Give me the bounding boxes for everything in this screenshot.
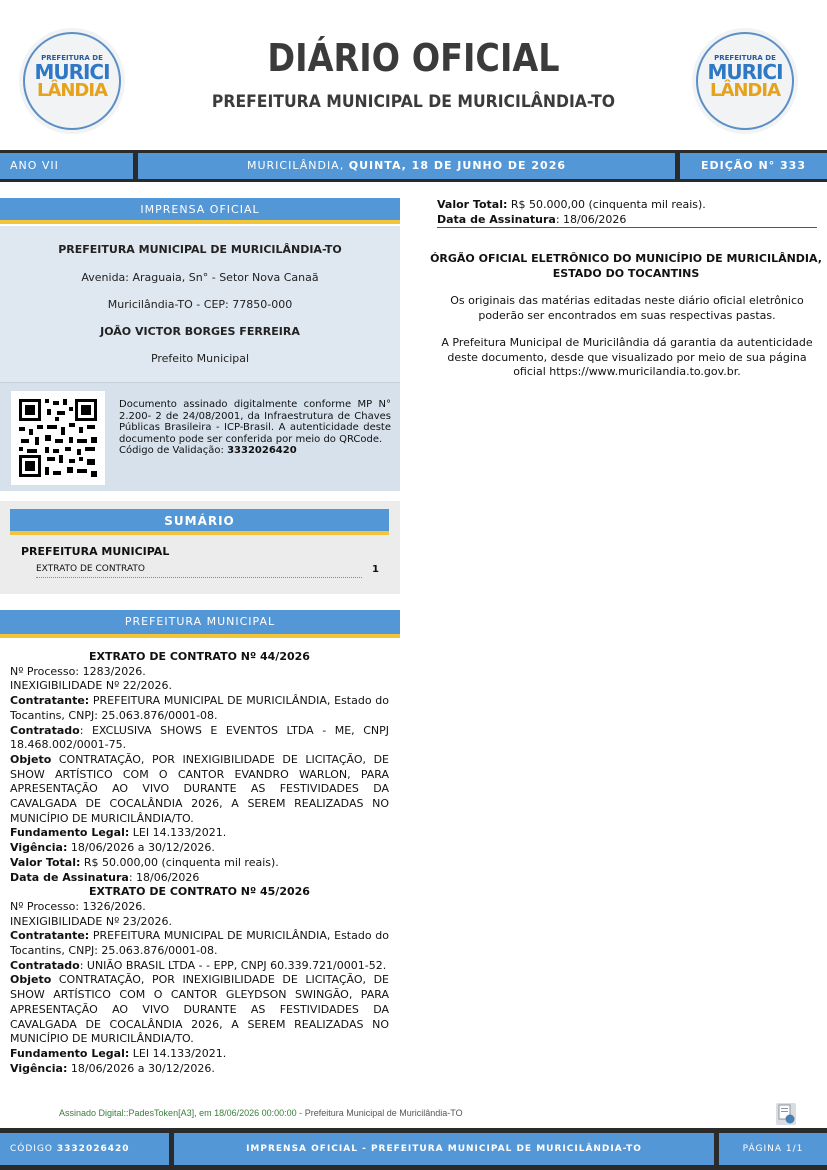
orgao-paragraph-2: A Prefeitura Municipal de Muricilândia dá garantia da autenticidade deste documento, desde que visualizado por meio de sua página oficial https://www.muricilandia.to.gov.br. [441,336,813,378]
prefeitura-header: PREFEITURA MUNICIPAL [0,610,400,638]
validation-label: Código de Validação: [119,445,224,456]
value: LEI 14.133/2021. [132,1046,227,1060]
edition-label: EDIÇÃO N° 333 [680,153,827,179]
contract-45-data [437,213,817,228]
label: Contratante: [10,694,90,708]
value: : 18/06/2026 [128,870,200,884]
date-label: QUINTA, 18 DE JUNHO DE 2026 [348,159,566,172]
value: R$ 50.000,00 (cinquenta mil reais). [510,198,706,211]
value: CONTRATAÇÃO, POR INEXIGIBILIDADE DE LICITAÇÃO, DE SHOW ARTÍSTICO COM O CANTOR EVANDRO WARLON, PARA APRESENTAÇÃO AO VIVO DURANTE AS FESTIVIDADES DA CAVALGADA DE COCALÂNDIA 2026, A SEREM REALIZADAS NO MUNICÍPIO DE MURICILÂNDIA/TO. [10,752,390,825]
summary-item-link[interactable]: EXTRATO DE CONTRATO [36,564,362,578]
contract-45-objeto [10,973,389,1047]
summary-section: PREFEITURA MUNICIPAL [21,545,170,558]
footer-page: PÁGINA 1/1 [719,1133,827,1165]
contract-45-inex: INEXIGIBILIDADE Nº 23/2026. [10,914,172,928]
year-label: ANO VII [0,153,133,179]
logo-murici-text: MURICI [34,60,110,84]
label: Fundamento Legal: [10,826,130,840]
footer-code [0,1133,169,1165]
label: Vigência: [10,1061,68,1075]
contract-44-inex: INEXIGIBILIDADE Nº 22/2026. [10,679,172,693]
signature-text: Assinado Digital::PadesToken[A3], em 18/06/2026 00:00:00 - [59,1108,303,1118]
contract-45-processo: Nº Processo: 1326/2026. [10,899,146,913]
contract-44-fundamento [10,826,389,841]
contract-45-vigencia [10,1062,389,1077]
divider [437,227,817,228]
org-cep: Muricilândia-TO - CEP: 77850-000 [107,298,293,311]
qr-section [0,382,400,491]
value: : 18/06/2026 [555,212,627,226]
qr-text: Documento assinado digitalmente conforme MP N° 2.200- 2 de 24/08/2001, da Infraestrutura de Chaves Públicas Brasileira - ICP-Brasil. A autenticidade deste documento pode ser conferida por meio do QRCode. [119,399,391,445]
logo-pref-text: PREFEITURA DE [41,54,103,62]
value: R$ 50.000,00 (cinquenta mil reais). [83,855,279,869]
label: Data de Assinatura [10,870,129,884]
mayor-name: JOÃO VICTOR BORGES FERREIRA [100,325,300,338]
contract-45-title: EXTRATO DE CONTRATO Nº 45/2026 [89,885,310,899]
contract-45-valor [437,198,817,213]
value: LEI 14.133/2021. [132,826,227,840]
qr-description [119,399,391,457]
label: Vigência: [10,841,68,855]
contract-44-vigencia [10,841,389,856]
footer-code-label: CÓDIGO [10,1144,54,1154]
summary-header: SUMÁRIO [10,509,389,535]
certificate-icon [776,1103,796,1125]
signature-org: Prefeitura Municipal de Muricilândia-TO [304,1108,463,1118]
logo-pref-text: PREFEITURA DE [714,54,776,62]
value: : UNIÃO BRASIL LTDA - - EPP, CNPJ 60.339.721/0001-52. [79,958,387,972]
contract-45-contratante [10,929,389,958]
value: 18/06/2026 a 30/12/2026. [70,1061,215,1075]
label: Contratado [10,958,80,972]
contracts-column [10,650,389,1076]
value: CONTRATAÇÃO, POR INEXIGIBILIDADE DE LICITAÇÃO, DE SHOW ARTÍSTICO COM O CANTOR GLEYDSON SWINGÃO, PARA APRESENTAÇÃO AO VIVO DURANTE AS FESTIVIDADES DA CAVALGADA DE COCALÂNDIA 2026, A SEREM REALIZADAS NO MUNICÍPIO DE MURICILÂNDIA/TO. [10,973,390,1046]
mayor-role: Prefeito Municipal [150,352,250,365]
summary-item-page: 1 [372,564,379,575]
label: Contratante: [10,929,90,943]
value: PREFEITURA MUNICIPAL DE MURICILÂNDIA, Estado do Tocantins, CNPJ: 25.063.876/0001-08. [10,694,389,722]
summary-box [0,501,400,594]
value: 18/06/2026 a 30/12/2026. [70,841,215,855]
date-cell [138,153,675,179]
contract-44-title: EXTRATO DE CONTRATO Nº 44/2026 [89,650,310,663]
digital-signature [59,1108,463,1118]
logo-landia-text: LÂNDIA [36,80,108,101]
city-label: MURICILÂNDIA, [246,159,345,172]
qr-code [11,391,105,485]
page-subtitle: PREFEITURA MUNICIPAL DE MURICILÂNDIA-TO [211,92,616,112]
logo-landia-text: LÂNDIA [709,80,781,101]
label: Objeto [10,752,52,766]
label: Valor Total: [10,855,81,869]
label: Fundamento Legal: [10,1046,130,1060]
contract-45-contratado [10,959,389,974]
value: PREFEITURA MUNICIPAL DE MURICILÂNDIA, Estado do Tocantins, CNPJ: 25.063.876/0001-08. [10,929,389,958]
logo-murici-text: MURICI [707,60,783,84]
label: Data de Assinatura [437,212,556,226]
label: Valor Total: [437,198,508,211]
page-title: DIÁRIO OFICIAL [267,36,560,80]
orgao-paragraph-1: Os originais das matérias editadas neste diário oficial eletrônico poderão ser encontrados em suas respectivas pastas. [450,294,804,322]
contract-44-objeto [10,753,389,827]
footer-center: IMPRENSA OFICIAL - PREFEITURA MUNICIPAL DE MURICILÂNDIA-TO [174,1133,714,1165]
contract-44-contratante [10,694,389,723]
label: Contratado [10,723,80,737]
value: : EXCLUSIVA SHOWS E EVENTOS LTDA - ME, CNPJ 18.468.002/0001-75. [10,723,389,752]
contract-44-processo: Nº Processo: 1283/2026. [10,664,146,678]
footer-code-value: 3332026420 [56,1144,130,1154]
orgao-title: ÓRGÃO OFICIAL ELETRÔNICO DO MUNICÍPIO DE MURICILÂNDIA, ESTADO DO TOCANTINS [430,252,822,280]
validation-code: 3332026420 [227,445,297,456]
imprensa-header: IMPRENSA OFICIAL [0,198,400,224]
contract-45-fundamento [10,1047,389,1062]
org-address: Avenida: Araguaia, Sn° - Setor Nova Canaã [81,271,319,284]
label: Objeto [10,973,52,987]
contract-45-continuation [437,198,817,228]
contract-44-valor [10,856,389,871]
contract-44-data [10,871,389,886]
org-name: PREFEITURA MUNICIPAL DE MURICILÂNDIA-TO [58,243,342,256]
contract-44-contratado [10,724,389,753]
